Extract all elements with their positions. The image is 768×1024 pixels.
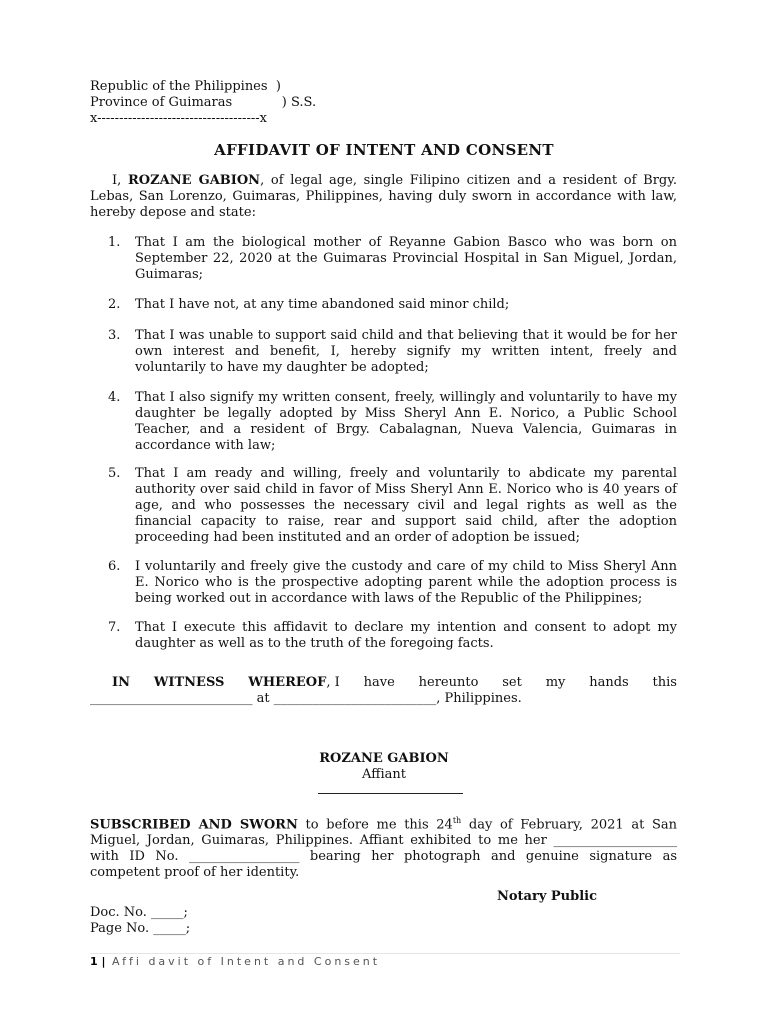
witness-date-line: _________________________ at _________________________, Philippines. xyxy=(90,691,522,706)
footer-divider xyxy=(90,953,680,954)
affiant-name: ROZANE GABION xyxy=(127,173,261,188)
list-item: 7. That I execute this affidavit to declare my intention and consent to adopt my daughter as well as to the truth of the foregoing facts. xyxy=(108,620,677,651)
list-item: 6. I voluntarily and freely give the custody and care of my child to Miss Sheryl Ann E. Norico who is the prospective adopting parent while the adoption process is being worked out in accordance with laws of the Republic of the Philippines; xyxy=(108,559,677,606)
list-item: 4. That I also signify my written consent, freely, willingly and voluntarily to have my daughter be legally adopted by Miss Sheryl Ann E. Norico, a Public School Teacher, and a resident of Brgy. Cabalagnan, Nueva Valencia, Guimaras in accordance with law; xyxy=(108,390,677,453)
signatory-role: Affiant xyxy=(362,767,406,782)
intro-paragraph: I, ROZANE GABION, of legal age, single Filipino citizen and a resident of Brgy. Lebas, San Lorenzo, Guimaras, Philippines, having duly sworn in accordance with law, hereby depose and state: xyxy=(90,173,677,220)
jurat-paragraph: SUBSCRIBED AND SWORN to before me this 24th day of February, 2021 at San Miguel, Jordan, Guimaras, Philippines. Affiant exhibited to me her ___________________ with ID No. _________________ bearing her photograph and genuine signature as competent proof of her identity. xyxy=(90,816,678,881)
footer-title: Affi davit of Intent and Consent xyxy=(112,955,381,968)
page-number-entry: Page No. _____; xyxy=(90,921,191,936)
witness-clause: IN WITNESS WHEREOF, I have hereunto set my hands this xyxy=(112,675,677,690)
signatory-name: ROZANE GABION xyxy=(319,751,449,766)
signature-line xyxy=(318,793,463,794)
header-province: Province of Guimaras ) S.S. xyxy=(90,95,317,110)
page-footer xyxy=(90,955,380,968)
list-item: 5. That I am ready and willing, freely and voluntarily to abdicate my parental authority over said child in favor of Miss Sheryl Ann E. Norico who is 40 years of age, and who possesses the necessary civil and legal rights as well as the financial capacity to raise, rear and support said child, after the adoption proceeding had been instituted and an order of adoption be issued; xyxy=(108,466,677,545)
list-item: 1. That I am the biological mother of Reyanne Gabion Basco who was born on September 22, 2020 at the Guimaras Provincial Hospital in San Miguel, Jordan, Guimaras; xyxy=(108,235,677,282)
footer-page-number: 1 | xyxy=(90,955,106,968)
document-title: AFFIDAVIT OF INTENT AND CONSENT xyxy=(214,141,554,159)
doc-number: Doc. No. _____; xyxy=(90,905,188,920)
notary-public-label: Notary Public xyxy=(497,889,598,904)
list-item: 3. That I was unable to support said child and that believing that it would be for her own interest and benefit, I, hereby signify my written intent, freely and voluntarily to have my daughter be adopted; xyxy=(108,328,677,375)
header-republic: Republic of the Philippines ) xyxy=(90,79,281,94)
header-separator: x-------------------------------------x xyxy=(90,111,267,126)
list-item: 2. That I have not, at any time abandoned said minor child; xyxy=(108,297,510,312)
